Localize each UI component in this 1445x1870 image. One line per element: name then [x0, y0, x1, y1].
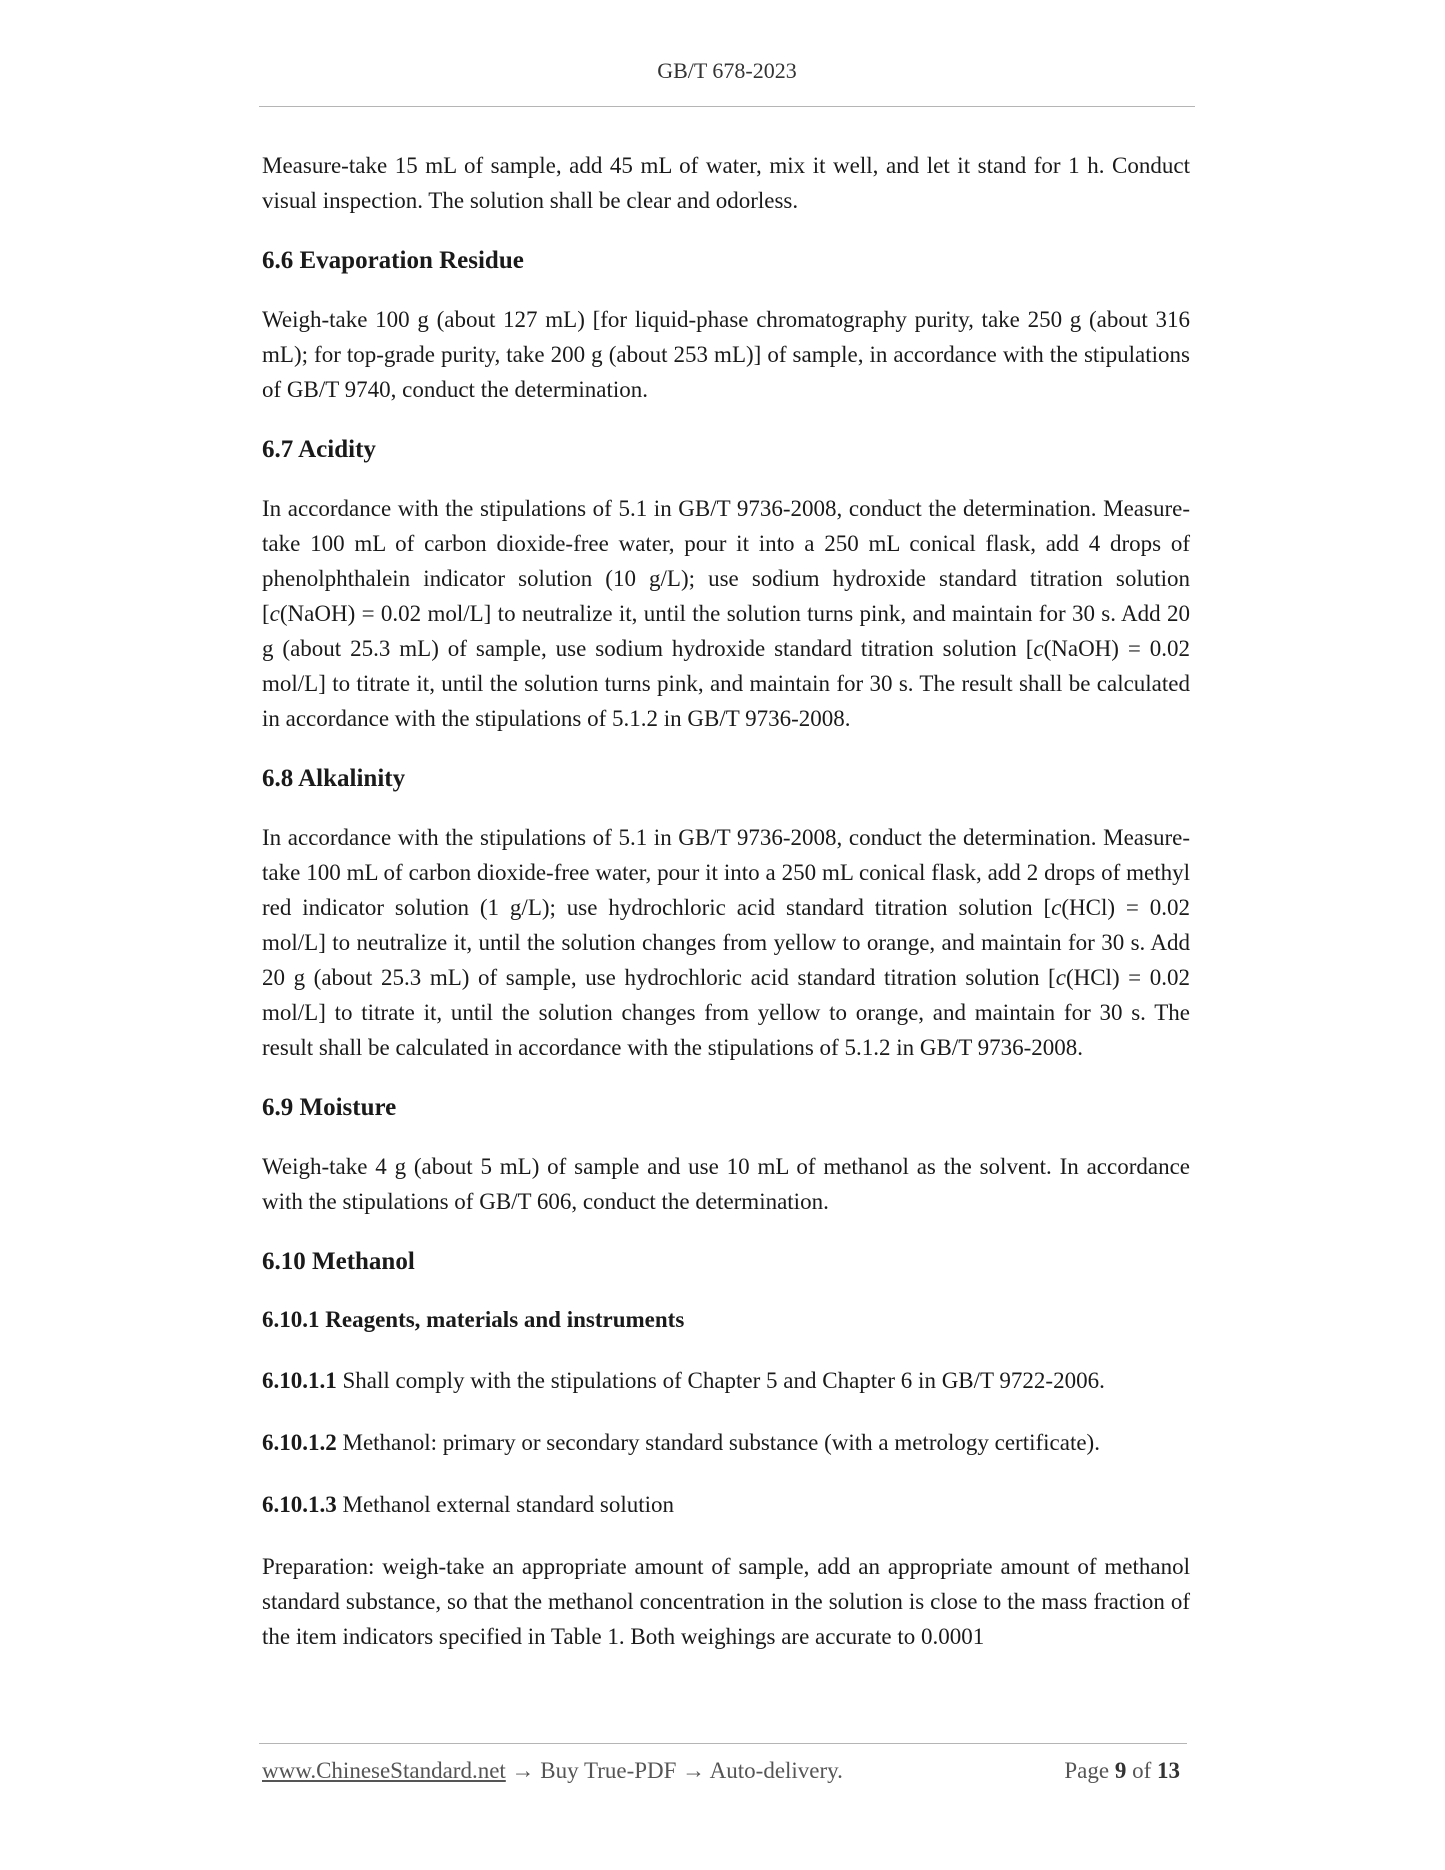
concentration-symbol: c — [1055, 965, 1066, 990]
section-6-8-heading: 6.8 Alkalinity — [262, 765, 406, 792]
concentration-symbol: c — [269, 601, 280, 626]
footer-promo-text: → Buy True-PDF → Auto-delivery. — [505, 1758, 843, 1783]
page-number — [1064, 1758, 1180, 1784]
clause-text: Methanol external standard solution — [336, 1492, 675, 1517]
clause-number: 6.10.1.3 — [262, 1492, 337, 1517]
section-6-8-paragraph — [262, 820, 1190, 1065]
of-label: of — [1126, 1758, 1157, 1783]
page-footer — [262, 1758, 1180, 1792]
header-divider — [259, 106, 1195, 107]
site-link[interactable]: www.ChineseStandard.net — [262, 1758, 506, 1783]
concentration-symbol: c — [1033, 636, 1044, 661]
clause-6-10-1-3 — [262, 1487, 1190, 1522]
section-6-6-heading: 6.6 Evaporation Residue — [262, 247, 524, 274]
text-run: (HCl) = 0.02 mol/L] to neutralize it, until the solution changes from yellow to orange, and maintain for 30 s. Add 20 g (about 25.3 mL) of sample, use hydrochloric acid standard titration solution [ — [262, 895, 1190, 990]
text-run: (NaOH) = 0.02 mol/L] to titrate it, until the solution turns pink, and maintain for 30 s. The result shall be calculated in accordance with the stipulations of 5.1.2 in GB/T 9736-2008. — [262, 636, 1191, 731]
section-6-9-paragraph: Weigh-take 4 g (about 5 mL) of sample and use 10 mL of methanol as the solvent. In accordance with the stipulations of GB/T 606, conduct the determination. — [262, 1154, 1190, 1214]
page-body — [262, 148, 1190, 1680]
intro-paragraph: Measure-take 15 mL of sample, add 45 mL of water, mix it well, and let it stand for 1 h. Conduct visual inspection. The solution shall be clear and odorless. — [262, 153, 1190, 213]
preparation-paragraph: Preparation: weigh-take an appropriate amount of sample, add an appropriate amount of methanol standard substance, so that the methanol concentration in the solution is close to the mass fraction of the item indicators specified in Table 1. Both weighings are accurate to 0.0001 — [262, 1554, 1190, 1649]
total-pages: 13 — [1157, 1758, 1180, 1783]
section-6-7-heading: 6.7 Acidity — [262, 436, 376, 463]
running-header: GB/T 678-2023 — [657, 58, 797, 83]
text-run: In accordance with the stipulations of 5.1 in GB/T 9736-2008, conduct the determination. Measure-take 100 mL of carbon dioxide-free water, pour it into a 250 mL conical flask, add 4 drops of phenolphthalein indicator solution (10 g/L); use sodium hydroxide standard titration solution [ — [262, 496, 1190, 626]
footer-promo — [262, 1758, 843, 1784]
clause-number: 6.10.1.1 — [262, 1368, 337, 1393]
section-6-7-paragraph — [262, 491, 1190, 736]
clause-6-10-1-2 — [262, 1425, 1190, 1460]
clause-number: 6.10.1.2 — [262, 1430, 337, 1455]
clause-6-10-1-1 — [262, 1363, 1190, 1398]
concentration-symbol: c — [1051, 895, 1062, 920]
section-6-10-heading: 6.10 Methanol — [262, 1248, 415, 1275]
section-6-10-1-heading: 6.10.1 Reagents, materials and instruments — [262, 1307, 685, 1332]
text-run: (NaOH) = 0.02 mol/L] to neutralize it, until the solution turns pink, and maintain for 30 s. Add 20 g (about 25.3 mL) of sample, use sodium hydroxide standard titration solution [ — [262, 601, 1190, 661]
section-6-9-heading: 6.9 Moisture — [262, 1094, 397, 1121]
current-page: 9 — [1114, 1758, 1127, 1783]
section-6-6-paragraph: Weigh-take 100 g (about 127 mL) [for liquid-phase chromatography purity, take 250 g (about 316 mL); for top-grade purity, take 200 g (about 253 mL)] of sample, in accordance with the stipulations of GB/T 9740, conduct the determination. — [262, 307, 1190, 402]
clause-text: Shall comply with the stipulations of Chapter 5 and Chapter 6 in GB/T 9722-2006. — [336, 1368, 1105, 1393]
text-run: In accordance with the stipulations of 5.1 in GB/T 9736-2008, conduct the determination. Measure-take 100 mL of carbon dioxide-free water, pour it into a 250 mL conical flask, add 2 drops of methyl red indicator solution (1 g/L); use hydrochloric acid standard titration solution [ — [262, 825, 1190, 920]
footer-divider — [259, 1743, 1187, 1744]
text-run: (HCl) = 0.02 mol/L] to titrate it, until the solution changes from yellow to orange, and maintain for 30 s. The result shall be calculated in accordance with the stipulations of 5.1.2 in GB/T 9736-2008. — [262, 965, 1190, 1060]
clause-text: Methanol: primary or secondary standard substance (with a metrology certificate). — [336, 1430, 1100, 1455]
page-label: Page — [1064, 1758, 1115, 1783]
